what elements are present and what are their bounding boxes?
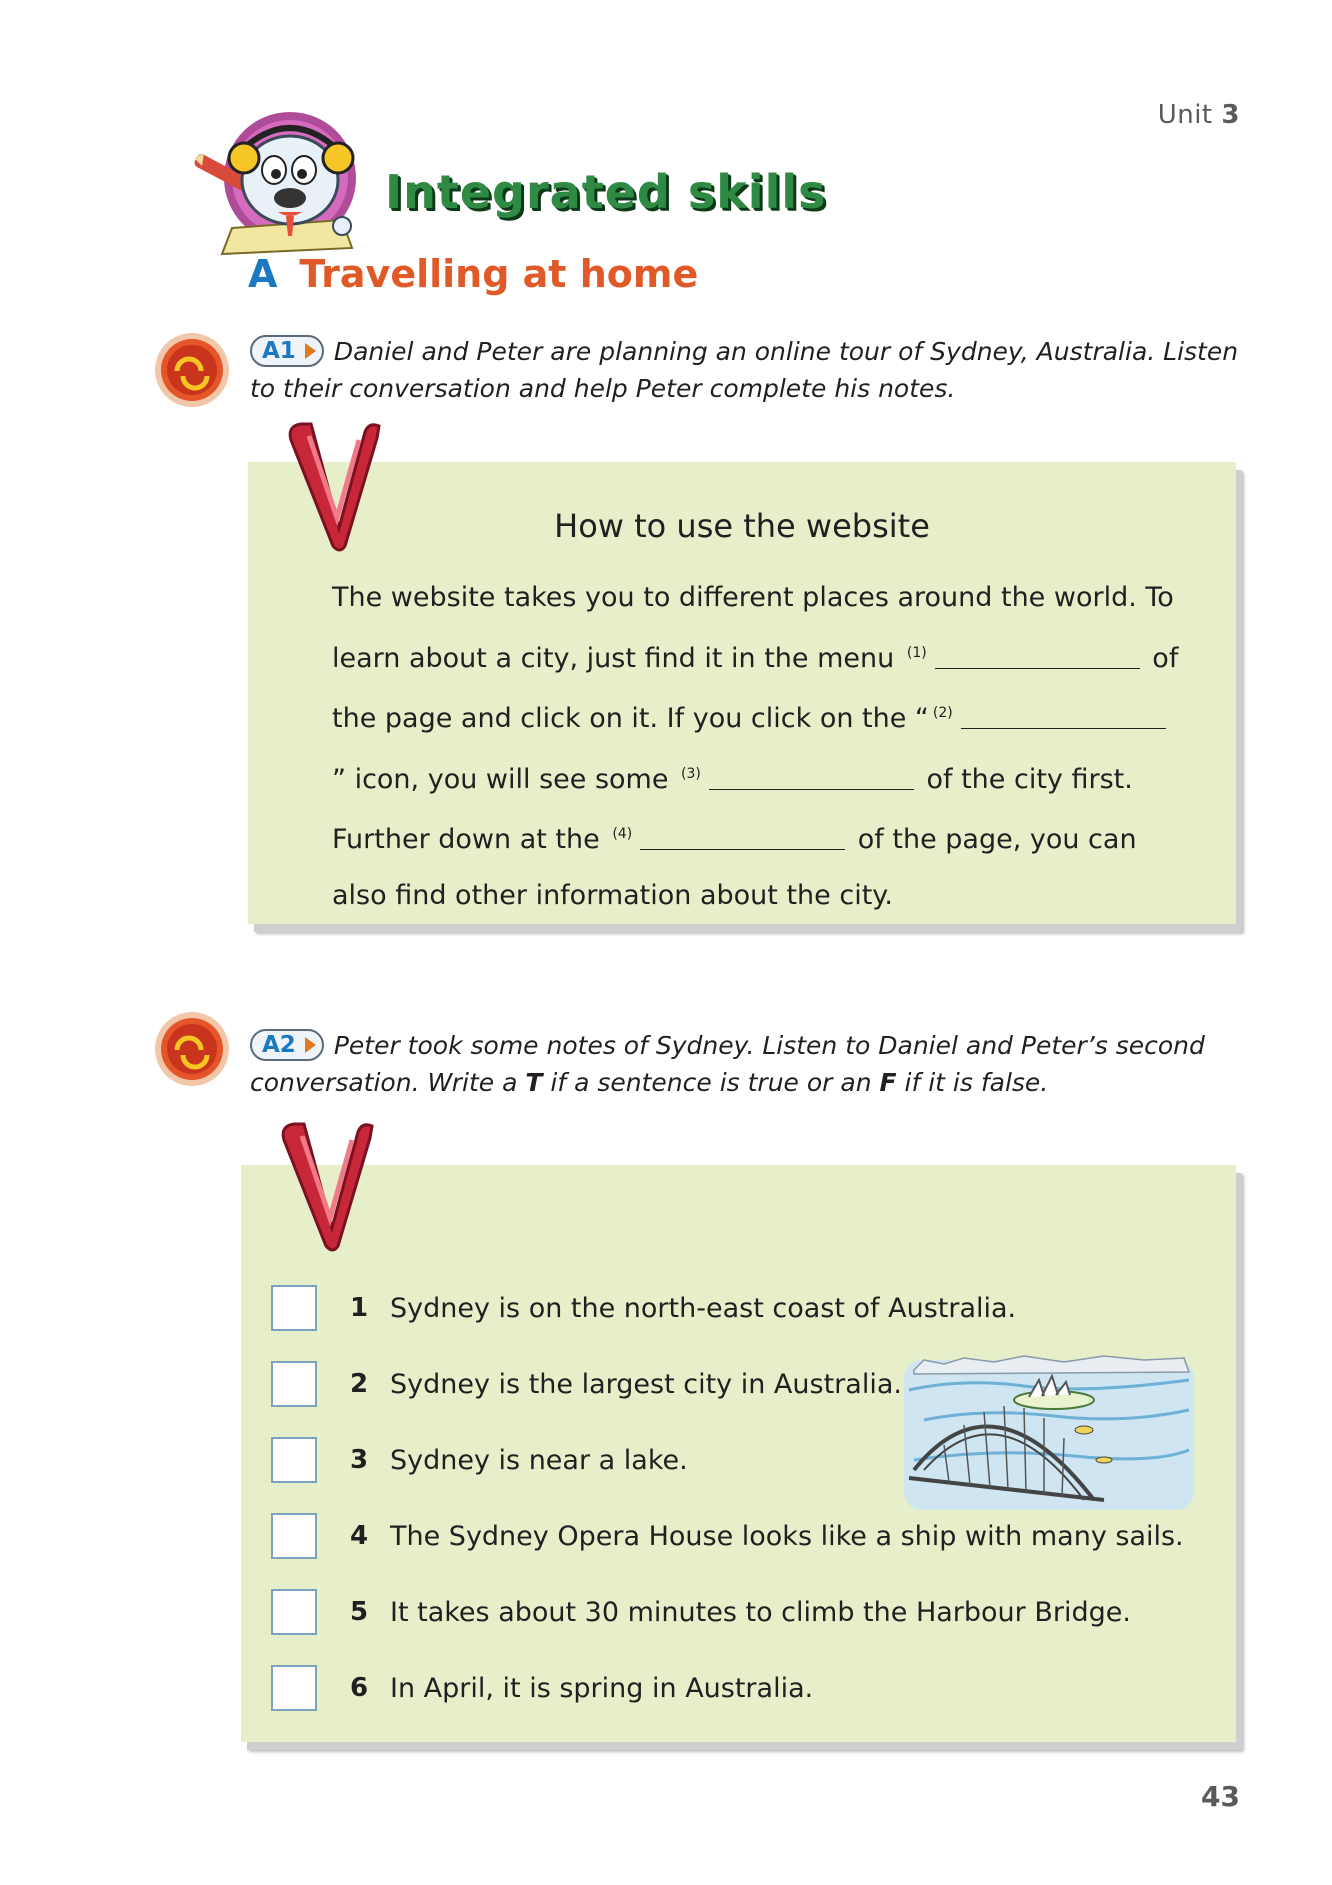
play-arrow-icon [305, 343, 316, 359]
list-item: 2 Sydney is the largest city in Australia. [271, 1359, 902, 1409]
notes-card-title: How to use the website [554, 507, 930, 545]
section-title: Integrated skills [385, 165, 827, 219]
part-a-title: Travelling at home [299, 252, 699, 296]
listen-audio-icon[interactable] [153, 331, 231, 409]
notes-text: The website takes you to different places around the world. To learn about a city, just find it in the menu $^{(1)}$ of the page and click on it. If you click on the “ $^{(2)}$” icon, you will see some $^{(3)}$ of the city first. Further down at the $^{(4)}$ of the page, you can also find other information about the city. [332, 582, 1179, 911]
answer-blank-4[interactable] [640, 828, 845, 850]
answer-box-5[interactable] [271, 1589, 317, 1635]
true-false-card [241, 1165, 1236, 1742]
list-item: 5 It takes about 30 minutes to climb the Harbour Bridge. [271, 1587, 1131, 1637]
unit-number: 3 [1221, 100, 1240, 130]
mascot-illustration [192, 108, 372, 258]
list-item: 1 Sydney is on the north-east coast of Australia. [271, 1283, 1016, 1333]
a2-instruction: A2 Peter took some notes of Sydney. Listen to Daniel and Peter’s second conversation. Write a T if a sentence is true or an F if it is false. [250, 1031, 1205, 1097]
a1-tag: A1 [250, 335, 324, 367]
part-a-heading [248, 252, 698, 296]
answer-box-6[interactable] [271, 1665, 317, 1711]
answer-box-4[interactable] [271, 1513, 317, 1559]
list-item: 4 The Sydney Opera House looks like a ship with many sails. [271, 1511, 1184, 1561]
notes-card [248, 462, 1236, 924]
unit-label: Unit 3 [1157, 100, 1240, 130]
f-letter: F [879, 1068, 897, 1097]
answer-box-2[interactable] [271, 1361, 317, 1407]
paper-clip-icon [285, 418, 385, 553]
listen-audio-icon[interactable] [153, 1010, 231, 1088]
answer-box-3[interactable] [271, 1437, 317, 1483]
t-letter: T [525, 1068, 543, 1097]
answer-blank-1[interactable] [935, 647, 1140, 669]
page-number: 43 [1201, 1780, 1240, 1813]
play-arrow-icon [305, 1037, 316, 1053]
answer-box-1[interactable] [271, 1285, 317, 1331]
paper-clip-icon [278, 1118, 378, 1253]
list-item: 6 In April, it is spring in Australia. [271, 1663, 813, 1713]
blank-number-4: (4) [612, 826, 633, 842]
blank-number-3: (3) [681, 765, 701, 782]
answer-blank-3[interactable] [709, 768, 914, 790]
blank-number-2: (2) [932, 705, 953, 721]
sydney-harbour-illustration [904, 1350, 1194, 1515]
list-item: 3 Sydney is near a lake. [271, 1435, 688, 1485]
a2-tag: A2 [250, 1029, 324, 1061]
a1-instruction: A1 Daniel and Peter are planning an online tour of Sydney, Australia. Listen to their conversation and help Peter complete his notes. [250, 337, 1239, 403]
answer-blank-2[interactable] [961, 707, 1166, 729]
part-a-letter: A [248, 252, 278, 296]
blank-number-1: (1) [906, 644, 927, 661]
